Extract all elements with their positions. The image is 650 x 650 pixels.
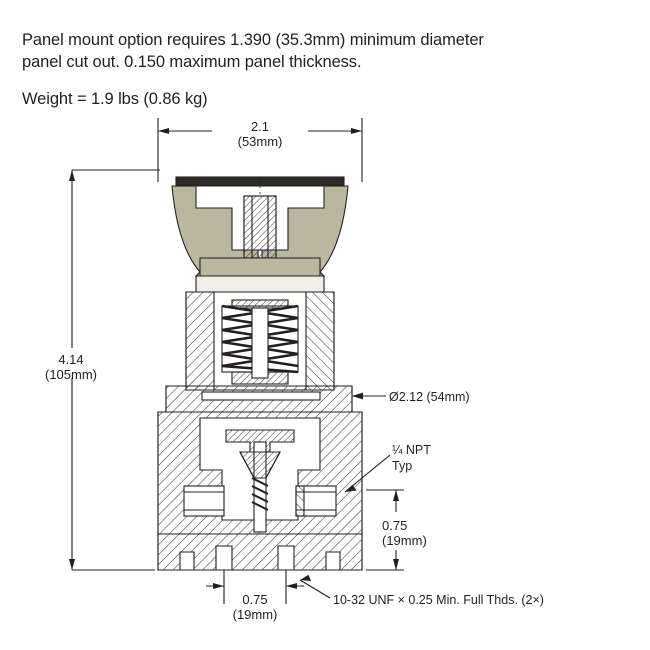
height-dim-inches: 4.14	[58, 352, 84, 367]
port-height-dimension-line	[366, 490, 404, 570]
note-line-2: panel cut out. 0.150 maximum panel thickness.	[22, 53, 362, 71]
width-dim-inches: 2.1	[250, 119, 270, 134]
port-height-inches: 0.75	[382, 518, 408, 533]
npt-callout-line2: Typ	[392, 459, 413, 473]
valve-body	[158, 412, 362, 570]
base-dim-inches: 0.75	[242, 592, 268, 607]
width-dimension-line	[158, 118, 362, 182]
base-dim-mm: (19mm)	[232, 607, 278, 622]
weight-note: Weight = 1.9 lbs (0.86 kg)	[22, 90, 208, 108]
width-dim-mm: (53mm)	[237, 134, 283, 149]
thread-leader	[300, 575, 330, 598]
diameter-callout: Ø2.12 (54mm)	[389, 390, 470, 404]
diameter-leader	[352, 393, 386, 400]
note-line-1: Panel mount option requires 1.390 (35.3mm) minimum diameter	[22, 31, 484, 49]
height-dimension-line	[69, 170, 160, 570]
height-dim-mm: (105mm)	[44, 367, 97, 382]
thread-callout: 10-32 UNF × 0.25 Min. Full Thds. (2×)	[333, 593, 544, 607]
inlet-port	[184, 486, 224, 516]
base-dimension-line	[206, 570, 304, 604]
outlet-port	[296, 486, 336, 516]
diaphragm-flange	[166, 386, 352, 412]
npt-callout-line1: ¼ NPT	[392, 443, 431, 457]
knob-assembly	[172, 177, 348, 292]
bonnet-section	[186, 292, 334, 390]
port-height-mm: (19mm)	[382, 533, 427, 548]
